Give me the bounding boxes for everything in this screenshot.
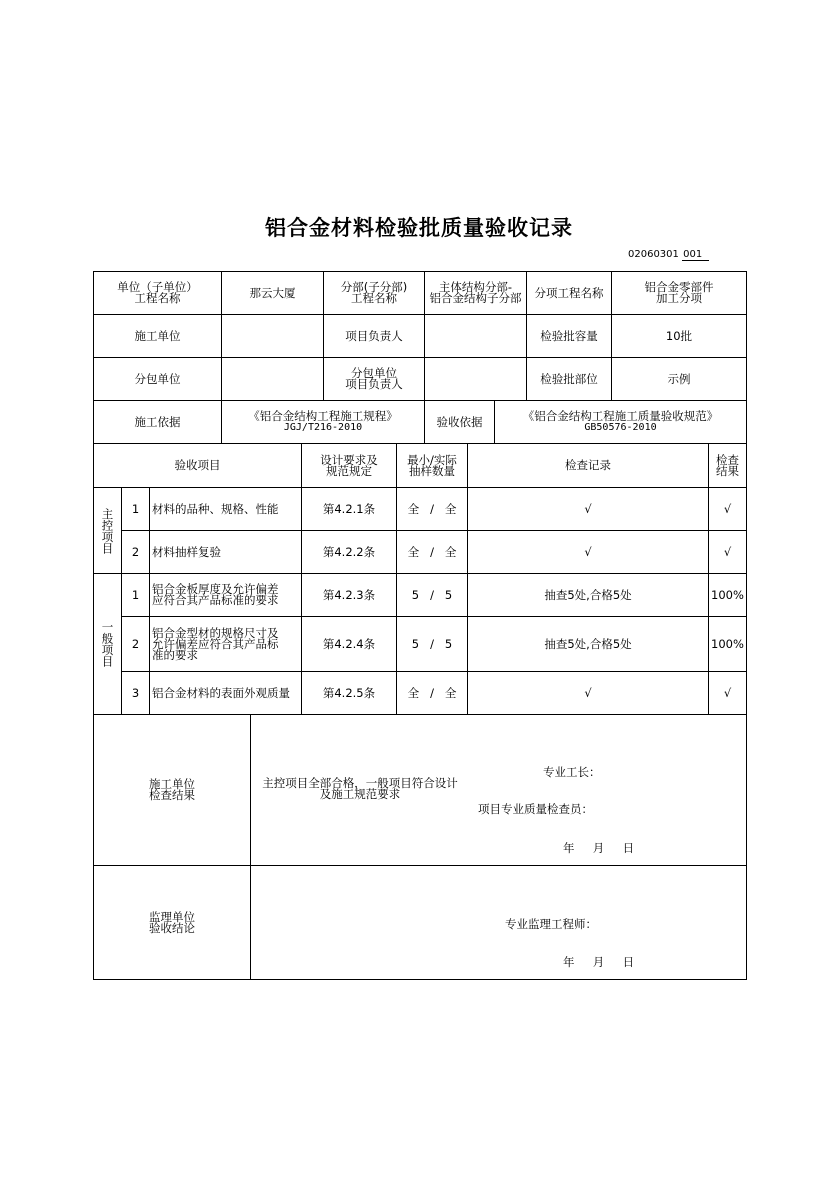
column-header-row — [94, 444, 747, 488]
capacity-value: 10批 — [612, 315, 747, 358]
supervision-label: 监理单位 验收结论 — [94, 866, 251, 980]
row-item: 材料的品种、规格、性能 — [150, 488, 302, 531]
inspector-label: 项目专业质量检查员： — [478, 802, 593, 816]
supervision-body — [251, 866, 747, 980]
row-clause: 第4.2.5条 — [302, 672, 397, 715]
item-label: 分项工程名称 — [527, 272, 612, 315]
foreman-label: 专业工长： — [543, 765, 601, 779]
row-sample: 5 / 5 — [397, 617, 468, 672]
row-record: √ — [468, 531, 709, 574]
row-result: √ — [709, 531, 747, 574]
location-label: 检验批部位 — [527, 358, 612, 401]
row-clause: 第4.2.2条 — [302, 531, 397, 574]
col-sample: 最小/实际 抽样数量 — [397, 444, 468, 488]
constructor-value — [222, 315, 324, 358]
constructor-label: 施工单位 — [94, 315, 222, 358]
col-record: 检查记录 — [468, 444, 709, 488]
row-item: 铝合金型材的规格尺寸及 允许偏差应符合其产品标 准的要求 — [150, 617, 302, 672]
row-clause: 第4.2.1条 — [302, 488, 397, 531]
row-item: 铝合金材料的表面外观质量 — [150, 672, 302, 715]
row-no: 1 — [122, 574, 150, 617]
basis-value: 《铝合金结构工程施工规程》 JGJ/T216-2010 — [222, 401, 425, 444]
row-no: 3 — [122, 672, 150, 715]
basis-table — [93, 400, 747, 444]
inspection-label: 施工单位 检查结果 — [94, 715, 251, 866]
acceptance-label: 验收依据 — [425, 401, 495, 444]
subdiv-label: 分部(子分部) 工程名称 — [324, 272, 425, 315]
manager-value — [425, 315, 527, 358]
location-value: 示例 — [612, 358, 747, 401]
unit-label: 单位（子单位） 工程名称 — [94, 272, 222, 315]
table-row — [94, 488, 747, 531]
table-row — [94, 617, 747, 672]
sub-manager-value — [425, 358, 527, 401]
table-row — [94, 672, 747, 715]
row-record: √ — [468, 672, 709, 715]
row-record: 抽查5处,合格5处 — [468, 574, 709, 617]
unit-value: 那云大厦 — [222, 272, 324, 315]
col-result: 检查 结果 — [709, 444, 747, 488]
row-record: 抽查5处,合格5处 — [468, 617, 709, 672]
record-code — [628, 249, 709, 261]
row-clause: 第4.2.4条 — [302, 617, 397, 672]
group-main-control: 主控项目 — [94, 488, 122, 574]
basis-label: 施工依据 — [94, 401, 222, 444]
item-value: 铝合金零部件 加工分项 — [612, 272, 747, 315]
row-no: 2 — [122, 617, 150, 672]
row-sample: 5 / 5 — [397, 574, 468, 617]
row-no: 1 — [122, 488, 150, 531]
table-row — [94, 531, 747, 574]
row-result: √ — [709, 672, 747, 715]
code-prefix: 02060301 — [628, 249, 679, 260]
capacity-label: 检验批容量 — [527, 315, 612, 358]
supervisor-label: 专业监理工程师： — [505, 917, 597, 931]
page-title: 铝合金材料检验批质量验收记录 — [265, 215, 573, 240]
row-result: √ — [709, 488, 747, 531]
row-no: 2 — [122, 531, 150, 574]
col-design: 设计要求及 规范规定 — [302, 444, 397, 488]
subcontractor-value — [222, 358, 324, 401]
subcontractor-label: 分包单位 — [94, 358, 222, 401]
sub-manager-label: 分包单位 项目负责人 — [324, 358, 425, 401]
table-row — [94, 574, 747, 617]
subdiv-value: 主体结构分部- 铝合金结构子分部 — [425, 272, 527, 315]
conclusion-table — [93, 714, 747, 980]
row-sample: 全 / 全 — [397, 672, 468, 715]
row-sample: 全 / 全 — [397, 488, 468, 531]
row-result: 100% — [709, 574, 747, 617]
col-item: 验收项目 — [94, 444, 302, 488]
acceptance-value: 《铝合金结构工程施工质量验收规范》 GB50576-2010 — [495, 401, 747, 444]
code-number: 001 — [682, 249, 709, 261]
row-clause: 第4.2.3条 — [302, 574, 397, 617]
items-table — [93, 443, 747, 715]
inspection-conclusion: 主控项目全部合格，一般项目符合设计 及施工规范要求 — [262, 776, 458, 801]
header-table — [93, 271, 747, 401]
manager-label: 项目负责人 — [324, 315, 425, 358]
inspection-date: 年 月 日 — [563, 841, 635, 855]
group-general: 一般项目 — [94, 574, 122, 715]
row-item: 材料抽样复验 — [150, 531, 302, 574]
supervision-date: 年 月 日 — [563, 955, 635, 969]
row-record: √ — [468, 488, 709, 531]
row-item: 铝合金板厚度及允许偏差 应符合其产品标准的要求 — [150, 574, 302, 617]
row-result: 100% — [709, 617, 747, 672]
row-sample: 全 / 全 — [397, 531, 468, 574]
